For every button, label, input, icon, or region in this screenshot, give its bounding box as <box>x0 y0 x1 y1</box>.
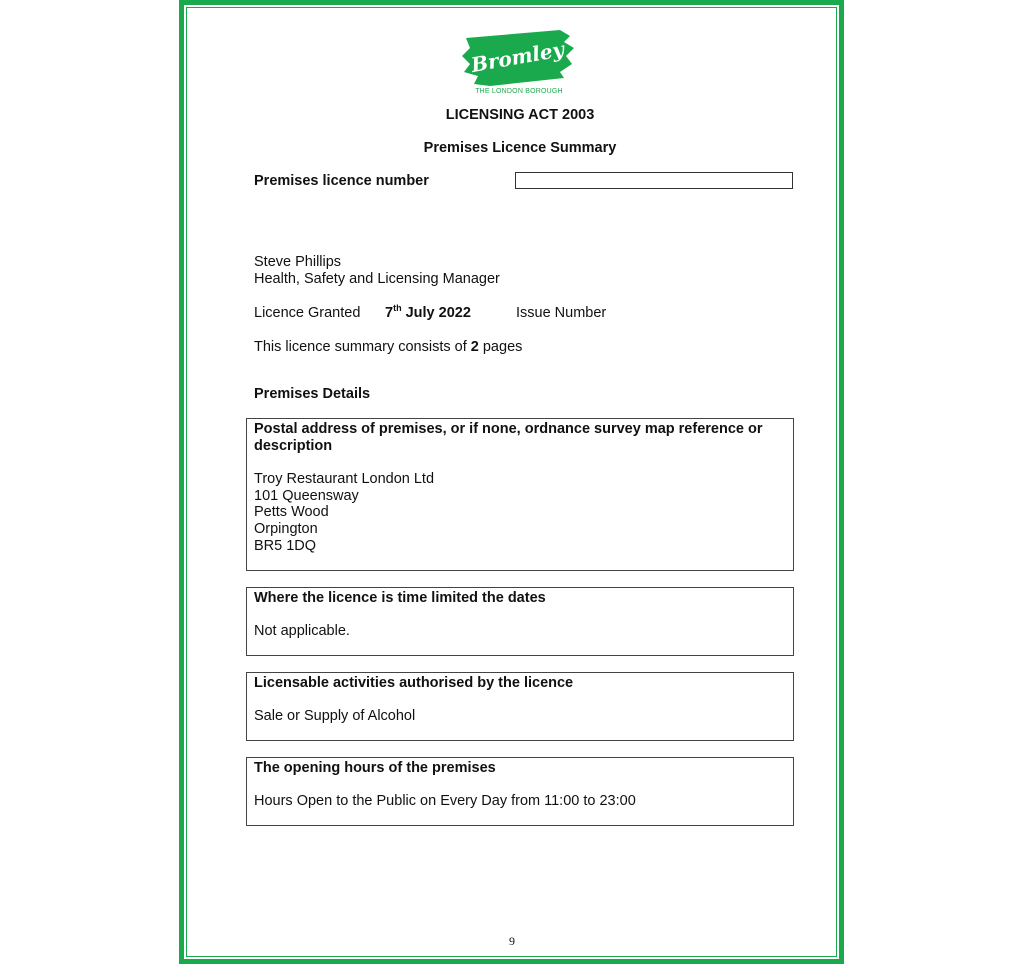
licence-granted-label: Licence Granted <box>254 305 361 321</box>
activities-value: Sale or Supply of Alcohol <box>254 708 416 724</box>
pages-statement <box>254 339 522 356</box>
licence-number-label: Premises licence number <box>254 173 429 189</box>
summary-title: Premises Licence Summary <box>423 140 617 156</box>
opening-hours-value: Hours Open to the Public on Every Day from 11:00 to 23:00 <box>254 793 636 809</box>
opening-hours-heading: The opening hours of the premises <box>254 760 496 776</box>
bromley-logo-mark <box>460 28 578 88</box>
time-limited-heading: Where the licence is time limited the dates <box>254 590 546 606</box>
address-line: Orpington <box>254 521 318 537</box>
granted-ordinal: th <box>393 303 402 314</box>
page-number: 9 <box>509 934 515 948</box>
signatory-role: Health, Safety and Licensing Manager <box>254 271 500 287</box>
address-heading-line1: Postal address of premises, or if none, ordnance survey map reference or <box>254 421 763 437</box>
signatory-name: Steve Phillips <box>254 254 342 270</box>
pages-count: 2 <box>470 339 479 355</box>
address-line: Troy Restaurant London Ltd <box>254 471 435 487</box>
pages-prefix: This licence summary consists of <box>254 339 471 355</box>
premises-details-heading: Premises Details <box>254 386 371 402</box>
address-heading-line2: description <box>254 438 333 454</box>
granted-month-year: July 2022 <box>401 305 471 321</box>
logo-subtitle: THE LONDON BOROUGH <box>475 88 563 95</box>
address-line: BR5 1DQ <box>254 538 317 554</box>
pages-suffix: pages <box>478 339 523 355</box>
time-limited-value: Not applicable. <box>254 623 350 639</box>
address-line: Petts Wood <box>254 504 329 520</box>
bromley-logo <box>460 28 578 100</box>
licence-granted-date <box>385 305 471 322</box>
licence-number-field <box>515 172 793 189</box>
granted-day: 7 <box>385 305 394 321</box>
address-panel <box>246 418 794 571</box>
activities-heading: Licensable activities authorised by the licence <box>254 675 574 691</box>
address-line: 101 Queensway <box>254 488 359 504</box>
opening-hours-panel <box>246 757 794 826</box>
act-title: LICENSING ACT 2003 <box>445 107 595 123</box>
issue-number-label: Issue Number <box>516 305 607 321</box>
logo-wordmark: Bromley <box>469 37 566 78</box>
time-limited-panel <box>246 587 794 656</box>
activities-panel <box>246 672 794 741</box>
